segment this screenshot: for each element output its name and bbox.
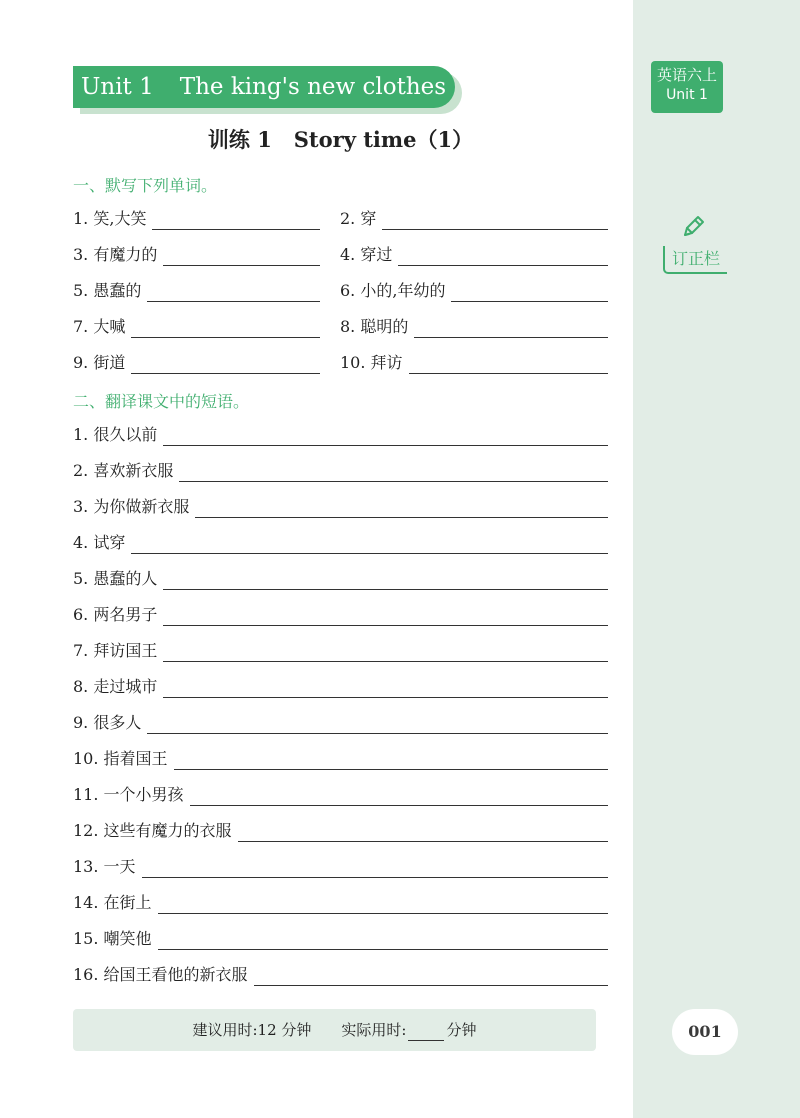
actual-time-label: 实际用时: — [341, 1021, 407, 1039]
word-item — [73, 244, 320, 266]
answer-blank[interactable] — [131, 535, 608, 554]
phrase-item-label: 1. 很久以前 — [73, 425, 158, 444]
answer-blank[interactable] — [195, 499, 608, 518]
phrase-item-label: 10. 指着国王 — [73, 749, 168, 768]
answer-blank[interactable] — [163, 643, 608, 662]
phrase-item-label: 13. 一天 — [73, 857, 136, 876]
phrase-item-label: 2. 喜欢新衣服 — [73, 461, 174, 480]
answer-blank[interactable] — [163, 247, 320, 266]
word-item — [340, 316, 608, 338]
phrase-item — [73, 640, 608, 662]
phrase-item — [73, 928, 608, 950]
answer-blank[interactable] — [152, 211, 320, 230]
page-number: 001 — [672, 1009, 738, 1055]
word-item-label: 1. 笑,大笑 — [73, 209, 147, 228]
word-item — [340, 208, 608, 230]
word-item-label: 4. 穿过 — [340, 245, 393, 264]
word-item — [340, 280, 608, 302]
word-item-label: 9. 街道 — [73, 353, 126, 372]
phrase-item-label: 3. 为你做新衣服 — [73, 497, 190, 516]
answer-blank[interactable] — [131, 355, 320, 374]
phrase-item-label: 8. 走过城市 — [73, 677, 158, 696]
answer-blank[interactable] — [414, 319, 608, 338]
phrase-item-label: 6. 两名男子 — [73, 605, 158, 624]
phrase-item — [73, 856, 608, 878]
section-2-heading: 二、翻译课文中的短语。 — [73, 392, 250, 411]
answer-blank[interactable] — [147, 283, 320, 302]
answer-blank[interactable] — [163, 571, 608, 590]
tag-unit: Unit 1 — [666, 87, 708, 103]
phrase-item-label: 15. 嘲笑他 — [73, 929, 152, 948]
answer-blank[interactable] — [190, 787, 608, 806]
phrase-item-label: 7. 拜访国王 — [73, 641, 158, 660]
tag-grade: 英语六上 — [656, 66, 717, 84]
word-item-label: 3. 有魔力的 — [73, 245, 158, 264]
phrase-item — [73, 604, 608, 626]
correction-column-label: 订正栏 — [663, 246, 727, 274]
answer-blank[interactable] — [158, 895, 608, 914]
phrase-item-label: 4. 试穿 — [73, 533, 126, 552]
word-item-label: 2. 穿 — [340, 209, 377, 228]
answer-blank[interactable] — [409, 355, 608, 374]
phrase-item — [73, 964, 608, 986]
phrase-item — [73, 568, 608, 590]
word-item — [73, 352, 320, 374]
phrase-item — [73, 424, 608, 446]
phrase-item-label: 5. 愚蠢的人 — [73, 569, 158, 588]
answer-blank[interactable] — [158, 931, 608, 950]
answer-blank[interactable] — [163, 427, 608, 446]
unit-title: The king's new clothes — [179, 74, 447, 100]
phrase-item — [73, 460, 608, 482]
right-sidebar — [633, 0, 800, 1118]
phrase-item — [73, 496, 608, 518]
answer-blank[interactable] — [398, 247, 608, 266]
phrase-item — [73, 532, 608, 554]
unit-banner — [73, 66, 455, 108]
actual-time-blank[interactable] — [408, 1022, 444, 1041]
phrase-item-label: 11. 一个小男孩 — [73, 785, 184, 804]
textbook-tag — [651, 61, 723, 113]
section-1-heading: 一、默写下列单词。 — [73, 176, 218, 195]
phrase-item — [73, 892, 608, 914]
answer-blank[interactable] — [142, 859, 608, 878]
phrase-item — [73, 748, 608, 770]
word-item — [340, 244, 608, 266]
word-item — [73, 208, 320, 230]
phrase-item — [73, 784, 608, 806]
answer-blank[interactable] — [238, 823, 608, 842]
time-box — [73, 1009, 596, 1051]
word-item — [73, 316, 320, 338]
answer-blank[interactable] — [147, 715, 608, 734]
pencil-icon — [678, 212, 708, 242]
answer-blank[interactable] — [179, 463, 608, 482]
unit-label: Unit 1 — [81, 74, 154, 100]
banner-bar — [73, 66, 455, 108]
phrase-item-label: 12. 这些有魔力的衣服 — [73, 821, 232, 840]
word-item-label: 8. 聪明的 — [340, 317, 409, 336]
answer-blank[interactable] — [131, 319, 320, 338]
word-item — [73, 280, 320, 302]
phrase-item-label: 16. 给国王看他的新衣服 — [73, 965, 248, 984]
answer-blank[interactable] — [254, 967, 608, 986]
word-item-label: 6. 小的,年幼的 — [340, 281, 446, 300]
answer-blank[interactable] — [382, 211, 608, 230]
suggested-time: 建议用时:12 分钟 — [192, 1021, 312, 1039]
answer-blank[interactable] — [174, 751, 608, 770]
word-item — [340, 352, 608, 374]
phrase-item-label: 9. 很多人 — [73, 713, 142, 732]
phrase-item — [73, 712, 608, 734]
phrase-item — [73, 820, 608, 842]
word-item-label: 7. 大喊 — [73, 317, 126, 336]
word-item-label: 10. 拜访 — [340, 353, 403, 372]
answer-blank[interactable] — [163, 679, 608, 698]
lesson-title: 训练 1 Story time（1） — [207, 127, 474, 152]
phrase-item-label: 14. 在街上 — [73, 893, 152, 912]
answer-blank[interactable] — [163, 607, 608, 626]
word-item-label: 5. 愚蠢的 — [73, 281, 142, 300]
phrase-item — [73, 676, 608, 698]
answer-blank[interactable] — [451, 283, 608, 302]
actual-time-unit: 分钟 — [446, 1021, 477, 1039]
